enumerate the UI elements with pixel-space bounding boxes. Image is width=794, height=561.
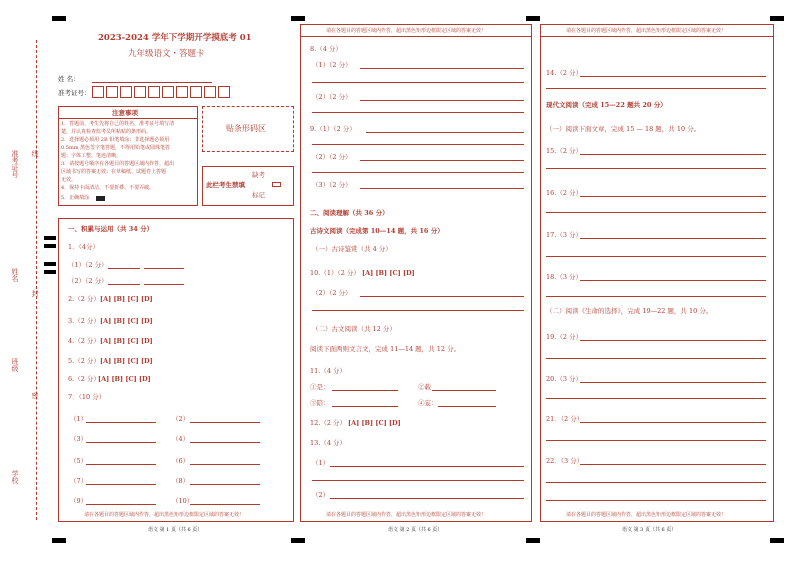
answer-line[interactable] [580, 382, 766, 383]
answer-line[interactable] [546, 168, 766, 169]
answer-line[interactable] [546, 296, 766, 297]
side-label-line: 线 [31, 150, 39, 157]
sub-label: （2） [312, 491, 330, 499]
notice-item: 楚，并认真检查监考员所粘贴的条形码。 [61, 129, 152, 135]
absent-line1: 缺考 [252, 171, 265, 179]
answer-line[interactable] [546, 398, 766, 399]
answer-line[interactable] [438, 406, 496, 407]
notice-item: 无效。 [61, 177, 77, 183]
id-boxes[interactable] [92, 86, 248, 100]
blank-label: ②载 [418, 383, 431, 391]
question-label: （3）（2 分） [312, 181, 352, 189]
choice-options[interactable]: [A] [B] [C] [D] [100, 357, 153, 365]
answer-line[interactable] [360, 100, 524, 101]
registration-mark [526, 538, 540, 543]
timing-mark [44, 236, 56, 240]
answer-line[interactable] [546, 256, 766, 257]
answer-line[interactable] [580, 464, 766, 465]
registration-mark [770, 538, 784, 543]
answer-line[interactable] [360, 188, 524, 189]
answer-line[interactable] [366, 132, 524, 133]
side-label-school: 学校 [11, 470, 19, 484]
question-label: （2）（2 分） [312, 153, 352, 161]
answer-line[interactable] [360, 68, 524, 69]
binding-line [36, 40, 37, 520]
answer-line[interactable] [190, 442, 260, 443]
question-label: 8.（4 分） [310, 45, 342, 53]
answer-line[interactable] [580, 340, 766, 341]
sub-label: （6） [172, 457, 190, 465]
answer-line[interactable] [86, 422, 156, 423]
filled-sample-icon [96, 196, 105, 201]
question-label: 7．（10 分） [68, 393, 106, 401]
registration-mark [52, 16, 66, 21]
page-footer: 语文 第 2 页（共 6 页） [388, 527, 443, 533]
notice-title: 注意事项 [112, 109, 138, 117]
answer-line[interactable] [86, 464, 156, 465]
question-label: 20.（3 分） [546, 375, 583, 383]
answer-line[interactable] [312, 112, 524, 113]
registration-mark [770, 16, 784, 21]
name-label: 姓 名： [58, 75, 80, 83]
page-title: 2023-2024 学年下学期开学摸底考 01 [98, 33, 252, 43]
question-label: （2）（2 分） [68, 277, 108, 285]
instruction-text: （一）阅读下面文章，完成 15 — 18 题，共 10 分。 [546, 125, 701, 133]
answer-line[interactable] [580, 196, 766, 197]
answer-line[interactable] [546, 440, 766, 441]
boundary-note: 请在各题目的答题区域内作答，超出黑色矩形边框限定区域的答案无效！ [326, 512, 487, 518]
timing-mark [44, 244, 56, 248]
answer-line[interactable] [330, 466, 524, 467]
blank-label: ①是： [310, 383, 330, 391]
question-label: 3.（2 分） [68, 317, 100, 325]
question-label: 15.（2 分） [546, 147, 583, 155]
question-label: 19.（2 分） [546, 333, 583, 341]
answer-line[interactable] [312, 172, 524, 173]
question-label: 2.（2 分） [68, 295, 100, 303]
registration-mark [526, 16, 540, 21]
question-label: 13.（4 分） [310, 439, 347, 447]
question-label: （1）（2 分） [312, 61, 352, 69]
answer-line[interactable] [432, 390, 496, 391]
answer-line[interactable] [332, 390, 398, 391]
barcode-label: 贴条形码区 [226, 124, 266, 133]
choice-options[interactable]: [A] [B] [C] [D] [98, 375, 151, 383]
sub-label: （8） [172, 477, 190, 485]
question-label: 12.（2 分） [310, 419, 347, 427]
answer-line[interactable] [580, 280, 766, 281]
answer-line[interactable] [330, 498, 524, 499]
question-label: 6.（2 分） [68, 375, 100, 383]
question-label: （2）（2 分） [312, 289, 352, 297]
sub-label: （4） [172, 435, 190, 443]
name-field[interactable] [92, 82, 212, 83]
boundary-note: 请在各题目的答题区域内作答，超出黑色矩形边框限定区域的答案无效！ [84, 512, 245, 518]
question-label: 22．（3 分） [546, 457, 584, 465]
answer-line[interactable] [108, 268, 140, 269]
side-label-secret: 密 [31, 392, 39, 399]
registration-mark [52, 538, 66, 543]
side-label-id: 准考证号 [11, 150, 19, 178]
notice-item: 4．保持卡面清洁，不要折叠、不要弄破。 [61, 185, 155, 191]
sub-label: （1） [70, 415, 88, 423]
notice-item: 5．正确填涂 [61, 195, 90, 201]
boundary-note: 请在各题目的答题区域内作答，超出黑色矩形边框限定区域的答案无效！ [566, 512, 727, 518]
instruction-text: 阅读下面两则文言文，完成 11—14 题，共 12 分。 [310, 345, 461, 353]
question-label: 11.（4 分） [310, 367, 347, 375]
absent-checkbox[interactable] [272, 182, 281, 187]
question-label: 18.（3 分） [546, 273, 583, 281]
sub-label: （3） [70, 435, 88, 443]
page-footer: 语文 第 1 页（共 6 页） [148, 527, 203, 533]
choice-options[interactable]: [A] [B] [C] [D] [348, 419, 401, 427]
answer-line[interactable] [190, 484, 260, 485]
question-label: 14.（2 分） [546, 69, 583, 77]
subsection-title: （一）古诗鉴赏（共 4 分） [312, 245, 392, 253]
notice-item: 0.5mm 黑色签字笔答题，不得用铅笔或圆珠笔答 [61, 145, 171, 151]
answer-line[interactable] [580, 154, 766, 155]
question-label: 1．（4分） [68, 243, 100, 251]
answer-line[interactable] [332, 406, 398, 407]
question-label: 5.（2 分） [68, 357, 100, 365]
timing-mark [44, 270, 56, 274]
question-label: 4.（2 分） [68, 337, 100, 345]
answer-line[interactable] [190, 422, 260, 423]
notice-item: 题；字体工整、笔迹清晰。 [61, 153, 122, 159]
answer-line[interactable] [144, 284, 184, 285]
side-label-class: 班级 [11, 358, 19, 372]
answer-line[interactable] [86, 484, 156, 485]
subsection-title: （二）古文阅读（共 12 分） [312, 325, 396, 333]
answer-line[interactable] [108, 284, 140, 285]
answer-line[interactable] [580, 238, 766, 239]
section-title: 现代文阅读（完成 15—22 题共 20 分） [546, 101, 667, 109]
sub-label: （1） [312, 459, 330, 467]
answer-line[interactable] [546, 212, 766, 213]
question-label: （2）（2 分） [312, 93, 352, 101]
sub-label: （7） [70, 477, 88, 485]
id-label: 准考证号： [58, 89, 91, 97]
instruction-text: （二）阅读《生命的选择》，完成 19—22 题，共 10 分。 [546, 307, 713, 315]
answer-line[interactable] [546, 482, 766, 483]
notice-item: 3．请按题号顺序在各题目的答题区域内作答，超出 [61, 161, 175, 167]
answer-line[interactable] [312, 480, 524, 481]
registration-mark [291, 16, 305, 21]
answer-line[interactable] [312, 82, 524, 83]
notice-item: 区域书写的答案无效；在草稿纸、试题卷上答题 [61, 169, 167, 175]
answer-line[interactable] [546, 88, 766, 89]
page-footer: 语文 第 3 页（共 6 页） [622, 527, 677, 533]
notice-item: 1．答题前，考生先将自己的姓名，准考证号填写清 [61, 121, 175, 127]
answer-line[interactable] [360, 160, 524, 161]
subsection-title: 古诗文阅读（完成第 10—14 题，共 16 分） [310, 227, 444, 235]
answer-line[interactable] [86, 504, 156, 505]
answer-line[interactable] [580, 422, 766, 423]
notice-item: 2．选择题必须用 2B 铅笔填涂；非选择题必须用 [61, 137, 170, 143]
answer-line[interactable] [546, 358, 766, 359]
answer-line[interactable] [312, 310, 524, 311]
answer-line[interactable] [312, 144, 524, 145]
sub-label: （10） [172, 497, 194, 505]
boundary-note: 请在各题目的答题区域内作答，超出黑色矩形边框限定区域的答案无效！ [326, 28, 487, 34]
answer-line[interactable] [580, 76, 766, 77]
sub-label: （9） [70, 497, 88, 505]
registration-mark [291, 538, 305, 543]
section-title: 一、积累与运用（共 34 分） [68, 225, 154, 233]
sub-label: （2） [172, 415, 190, 423]
question-label: （1）（2 分） [68, 261, 108, 269]
timing-mark [44, 262, 56, 266]
side-label-seal: 封 [31, 290, 39, 297]
question-label: 16.（2 分） [546, 189, 583, 197]
choice-options[interactable]: [A] [B] [C] [D] [100, 317, 153, 325]
question-label: 21．（2 分） [546, 415, 584, 423]
question-label: 10.（1）（2 分） [310, 269, 360, 277]
choice-options[interactable]: [A] [B] [C] [D] [100, 337, 153, 345]
question-label: 17.（3 分） [546, 231, 583, 239]
answer-line[interactable] [190, 464, 260, 465]
answer-line[interactable] [190, 504, 260, 505]
side-label-name: 姓名 [11, 268, 19, 282]
question-label: 9.（1）（2 分） [310, 125, 356, 133]
blank-label: ④妄： [418, 399, 438, 407]
blank-label: ③陪： [310, 399, 330, 407]
choice-options[interactable]: [A] [B] [C] [D] [362, 269, 415, 277]
sub-label: （5） [70, 457, 88, 465]
absent-line2: 标记 [252, 191, 265, 199]
answer-line[interactable] [360, 296, 524, 297]
boundary-note: 请在各题目的答题区域内作答，超出黑色矩形边框限定区域的答案无效！ [566, 28, 727, 34]
answer-line[interactable] [546, 500, 766, 501]
page-subtitle: 九年级语文・答题卡 [128, 49, 205, 59]
choice-options[interactable]: [A] [B] [C] [D] [100, 295, 153, 303]
answer-line[interactable] [144, 268, 184, 269]
absent-label: 此栏考生禁填 [206, 181, 245, 189]
answer-line[interactable] [86, 442, 156, 443]
section-title: 二、阅读理解（共 36 分） [310, 209, 389, 217]
